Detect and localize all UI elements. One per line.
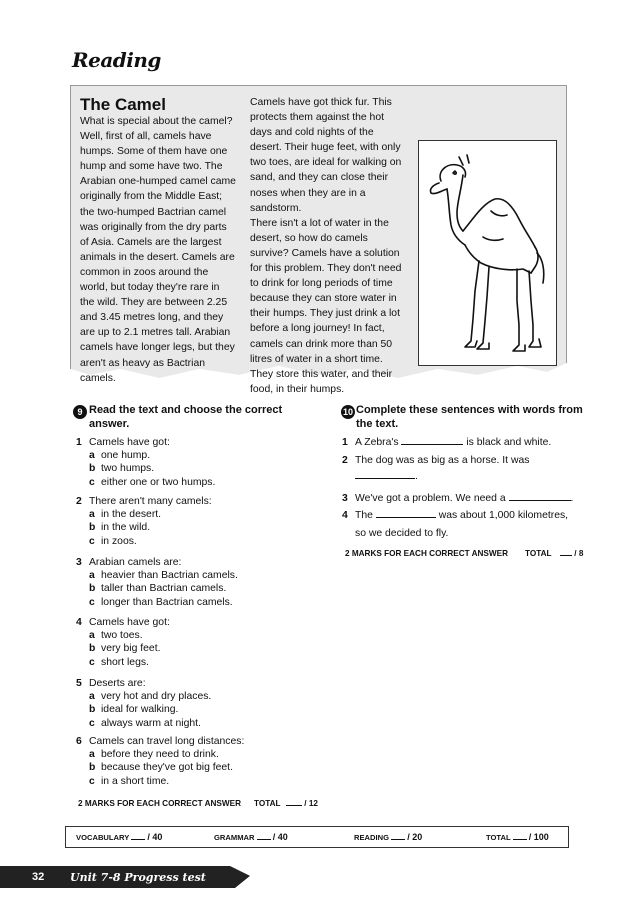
reading-line: and 3.45 metres long, and they bbox=[80, 312, 224, 324]
reading-line: to drink for long periods of time bbox=[250, 278, 393, 290]
question-stem: 3 Arabian camels are: bbox=[76, 557, 182, 568]
reading-line: hump and some have two. The bbox=[80, 161, 223, 173]
reading-line: for this problem. They don't need bbox=[250, 263, 402, 275]
option-c[interactable]: c in a short time. bbox=[89, 775, 170, 787]
exercise-10-marks bbox=[345, 549, 584, 558]
reading-line: litres of water in a short time. bbox=[250, 353, 383, 365]
page-number: 32 bbox=[32, 871, 45, 883]
reading-line: sand, and they can close their bbox=[250, 172, 389, 184]
option-c[interactable]: c in zoos. bbox=[89, 535, 137, 547]
sentence-4: 4 The was about 1,000 kilometres, bbox=[342, 510, 569, 521]
option-b[interactable]: b two humps. bbox=[89, 463, 155, 475]
reading-line: common in zoos around the bbox=[80, 266, 209, 278]
reading-line: desert, so how do camels bbox=[250, 232, 368, 244]
reading-column-1 bbox=[80, 114, 238, 386]
reading-line: originally from the Middle East; bbox=[80, 191, 223, 203]
exercise-10-number: 10 bbox=[342, 407, 353, 417]
option-b[interactable]: b in the wild. bbox=[89, 522, 151, 534]
reading-line: Camels have got thick fur. This bbox=[250, 97, 392, 108]
sentence-3: 3 We've got a problem. We need a . bbox=[342, 493, 574, 504]
reading-column-2 bbox=[250, 95, 410, 397]
option-c[interactable]: c either one or two humps. bbox=[89, 476, 216, 488]
question-stem: 6 Camels can travel long distances: bbox=[76, 736, 245, 747]
reading-line: the wild. They are between 2.25 bbox=[80, 297, 228, 309]
option-b[interactable]: b ideal for walking. bbox=[89, 704, 179, 716]
reading-line: their humps. They just drink a lot bbox=[250, 308, 400, 320]
total-score: / 8 bbox=[560, 549, 583, 558]
reading-line: protects them against the hot bbox=[250, 112, 385, 124]
option-c[interactable]: c longer than Bactrian camels. bbox=[89, 596, 233, 608]
instruction-line: the text. bbox=[356, 418, 399, 430]
exercise-9-instruction bbox=[89, 403, 309, 431]
reading-line: of Asia. Camels are the largest bbox=[80, 236, 222, 248]
reading-line: animals in the desert. Camels are bbox=[80, 251, 235, 263]
reading-total: READING / 20 bbox=[354, 832, 423, 842]
option-b[interactable]: b because they've got big feet. bbox=[89, 762, 233, 774]
instruction-line: Read the text and choose the correct bbox=[89, 404, 283, 416]
option-c[interactable]: c always warm at night. bbox=[89, 717, 201, 729]
question-2 bbox=[76, 495, 212, 548]
sentence-2: 2 The dog was as big as a horse. It was bbox=[342, 455, 530, 466]
answer-blank[interactable] bbox=[376, 517, 436, 518]
reading-line: days and cold nights of the bbox=[250, 127, 374, 139]
section-heading: Reading bbox=[72, 48, 161, 72]
exercise-9-marks bbox=[78, 799, 318, 808]
option-a[interactable]: a heavier than Bactrian camels. bbox=[89, 570, 238, 582]
marks-note: 2 MARKS FOR EACH CORRECT ANSWER bbox=[78, 799, 241, 808]
question-stem: 4 Camels have got: bbox=[76, 617, 170, 628]
question-stem: 1 Camels have got: bbox=[76, 437, 170, 448]
reading-line: camels have longer legs, but they bbox=[80, 342, 235, 354]
question-5 bbox=[76, 677, 211, 730]
sentence-4-continued: so we decided to fly. bbox=[355, 528, 449, 539]
option-a[interactable]: a very hot and dry places. bbox=[89, 691, 212, 703]
grammar-total: GRAMMAR / 40 bbox=[214, 832, 288, 842]
reading-line: Arabian one-humped camel came bbox=[80, 176, 236, 188]
question-6 bbox=[76, 735, 244, 788]
reading-title: The Camel bbox=[80, 95, 166, 114]
question-4 bbox=[76, 616, 170, 669]
option-c[interactable]: c short legs. bbox=[89, 656, 149, 668]
reading-line: was originally from the dry parts bbox=[80, 221, 227, 233]
reading-line: desert. Their huge feet, with only bbox=[250, 142, 401, 154]
exercise-9-number: 9 bbox=[73, 405, 87, 419]
answer-blank[interactable] bbox=[355, 478, 415, 479]
reading-line: humps. Some of them have one bbox=[80, 146, 228, 158]
reading-line: survive? Camels have a solution bbox=[250, 247, 400, 259]
total-label: TOTAL bbox=[525, 549, 552, 558]
answer-blank[interactable] bbox=[401, 444, 463, 445]
sentence-2-continued: . bbox=[355, 470, 418, 484]
exercise-10-instruction bbox=[356, 403, 596, 431]
reading-line: camels. bbox=[80, 372, 116, 384]
reading-line: There isn't a lot of water in the bbox=[250, 217, 389, 229]
reading-line: before a long journey! In fact, bbox=[250, 323, 385, 335]
footer-title: Unit 7-8 Progress test bbox=[70, 871, 206, 884]
vocabulary-total: VOCABULARY / 40 bbox=[76, 832, 163, 842]
sentence-1: 1 A Zebra's is black and white. bbox=[342, 437, 552, 448]
question-3 bbox=[76, 556, 238, 609]
option-a[interactable]: a before they need to drink. bbox=[89, 749, 219, 761]
reading-line: are up to 2.1 metres tall. Arabian bbox=[80, 327, 231, 339]
reading-line: noses when they are in a bbox=[250, 187, 366, 199]
question-stem: 2 There aren't many camels: bbox=[76, 496, 212, 507]
instruction-line: answer. bbox=[89, 418, 130, 430]
total-label: TOTAL bbox=[254, 799, 281, 808]
reading-line: camels can drink more than 50 bbox=[250, 338, 393, 350]
total-score: / 12 bbox=[286, 799, 318, 808]
option-b[interactable]: b very big feet. bbox=[89, 643, 161, 655]
totals-bar bbox=[65, 826, 569, 848]
camel-icon bbox=[419, 141, 556, 365]
reading-line: the two-humped Bactrian camel bbox=[80, 206, 227, 218]
reading-line: food, in their humps. bbox=[250, 383, 345, 395]
overall-total: TOTAL / 100 bbox=[486, 832, 549, 842]
option-b[interactable]: b taller than Bactrian camels. bbox=[89, 583, 227, 595]
reading-line: aren't as heavy as Bactrian bbox=[80, 357, 206, 369]
marks-note: 2 MARKS FOR EACH CORRECT ANSWER bbox=[345, 549, 508, 558]
reading-line: sandstorm. bbox=[250, 202, 302, 214]
reading-line: because they can store water in bbox=[250, 293, 397, 305]
option-a[interactable]: a two toes. bbox=[89, 630, 143, 642]
option-a[interactable]: a one hump. bbox=[89, 450, 151, 462]
reading-line: two toes, are ideal for walking on bbox=[250, 157, 402, 169]
reading-line: What is special about the camel? bbox=[80, 116, 233, 127]
instruction-line: Complete these sentences with words from bbox=[356, 404, 583, 416]
reading-line: Well, first of all, camels have bbox=[80, 131, 212, 143]
answer-blank[interactable] bbox=[509, 500, 571, 501]
reading-line: world, but today they're rare in bbox=[80, 282, 220, 294]
option-a[interactable]: a in the desert. bbox=[89, 509, 162, 521]
reading-line: They store this water, and their bbox=[250, 368, 393, 380]
question-stem: 5 Deserts are: bbox=[76, 678, 146, 689]
question-1 bbox=[76, 436, 215, 489]
camel-illustration bbox=[418, 140, 557, 366]
